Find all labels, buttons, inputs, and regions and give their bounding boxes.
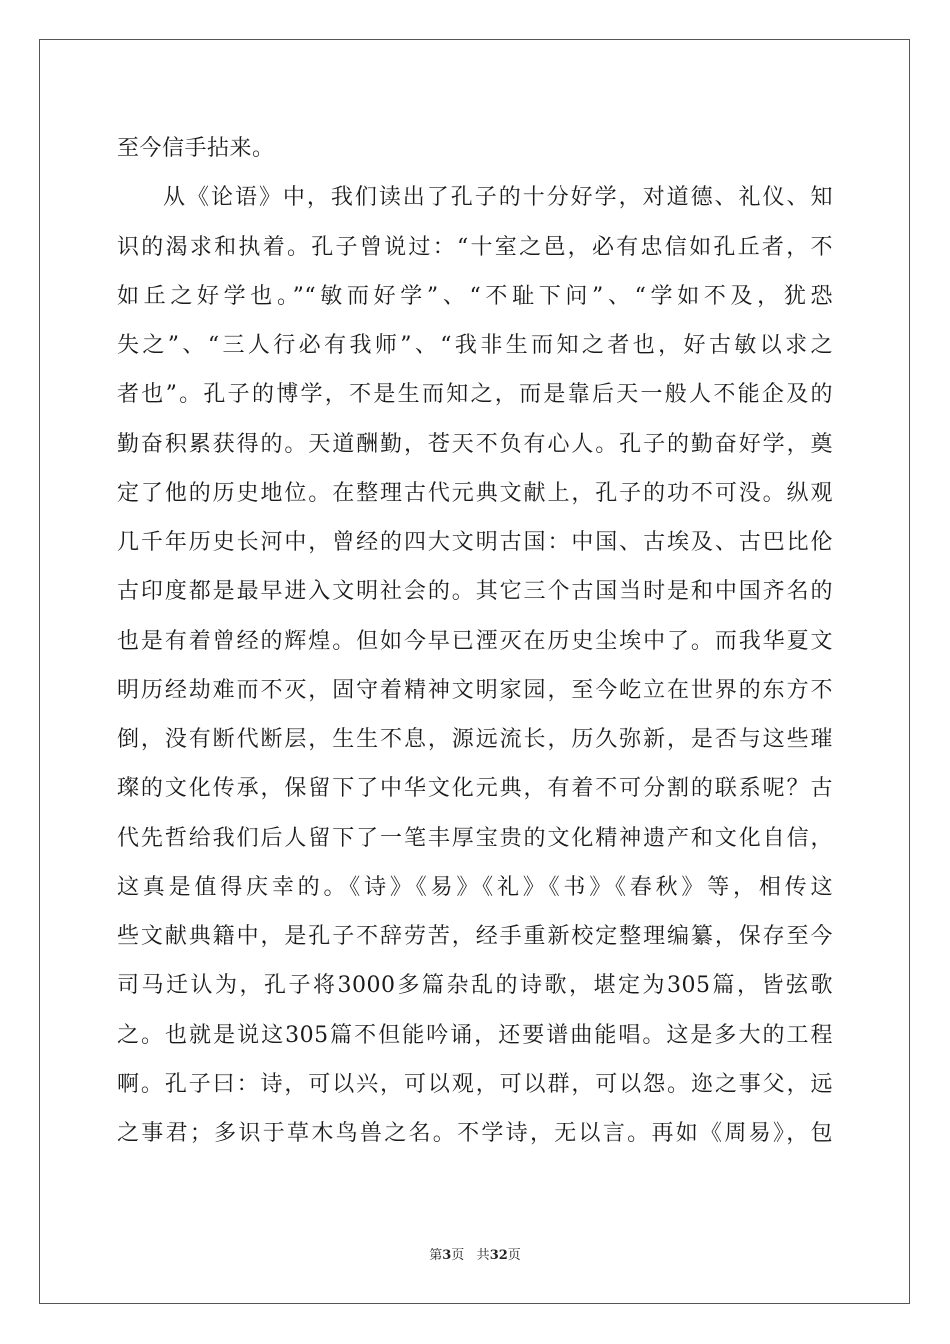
text-line: 至今信手拈来。 (117, 136, 275, 161)
text-line: 这真是值得庆幸的。《诗》《易》《礼》《书》《春秋》等，相传这 (117, 874, 833, 900)
text-line: 代先哲给我们后人留下了一笔丰厚宝贵的文化精神遗产和文化自信， (117, 825, 833, 851)
text-line: 啊。孔子曰：诗，可以兴，可以观，可以群，可以怨。迩之事父，远 (117, 1071, 833, 1097)
text-line: 从《论语》中，我们读出了孔子的十分好学，对道德、礼仪、知 (163, 185, 833, 211)
text-line: 如丘之好学也。”“敏而好学”、“不耻下问”、“学如不及，犹恐 (117, 283, 833, 309)
text-line: 之。也就是说这305篇不但能吟诵，还要谱曲能唱。这是多大的工程 (117, 1022, 833, 1048)
text-line: 者也”。孔子的博学，不是生而知之，而是靠后天一般人不能企及的 (117, 382, 833, 408)
footer-total-prefix: 共 (476, 1248, 490, 1263)
footer-prefix: 第 (429, 1248, 443, 1263)
text-line: 勤奋积累获得的。天道酬勤，苍天不负有心人。孔子的勤奋好学，奠 (117, 431, 833, 457)
text-line: 几千年历史长河中，曾经的四大文明古国：中国、古埃及、古巴比伦 (117, 530, 833, 555)
text-line: 古印度都是最早进入文明社会的。其它三个古国当时是和中国齐名的 (117, 579, 833, 605)
text-line: 之事君；多识于草木鸟兽之名。不学诗，无以言。再如《周易》，包 (117, 1121, 833, 1146)
text-line: 璨的文化传承，保留下了中华文化元典，有着不可分割的联系呢？古 (117, 776, 833, 802)
text-line: 也是有着曾经的辉煌。但如今早已湮灭在历史尘埃中了。而我华夏文 (117, 628, 833, 654)
text-line: 些文献典籍中，是孔子不辞劳苦，经手重新校定整理编纂，保存至今 (117, 924, 833, 949)
text-line: 司马迁认为，孔子将3000多篇杂乱的诗歌，堪定为305篇，皆弦歌 (117, 973, 833, 999)
page-number: 3 (442, 1248, 452, 1263)
text-line: 倒，没有断代断层，生生不息，源远流长，历久弥新，是否与这些璀 (117, 727, 833, 752)
footer-page-suffix: 页 (451, 1248, 465, 1263)
page-footer (0, 1246, 950, 1266)
text-line: 明历经劫难而不灭，固守着精神文明家园，至今屹立在世界的东方不 (117, 677, 833, 703)
total-pages: 32 (489, 1248, 508, 1263)
text-line: 识的渴求和执着。孔子曾说过：“十室之邑，必有忠信如孔丘者，不 (117, 234, 833, 260)
document-body (117, 124, 833, 1158)
text-line: 定了他的历史地位。在整理古代元典文献上，孔子的功不可没。纵观 (117, 480, 833, 506)
text-line: 失之”、“三人行必有我师”、“我非生而知之者也，好古敏以求之 (117, 333, 833, 358)
footer-total-suffix: 页 (507, 1248, 521, 1263)
